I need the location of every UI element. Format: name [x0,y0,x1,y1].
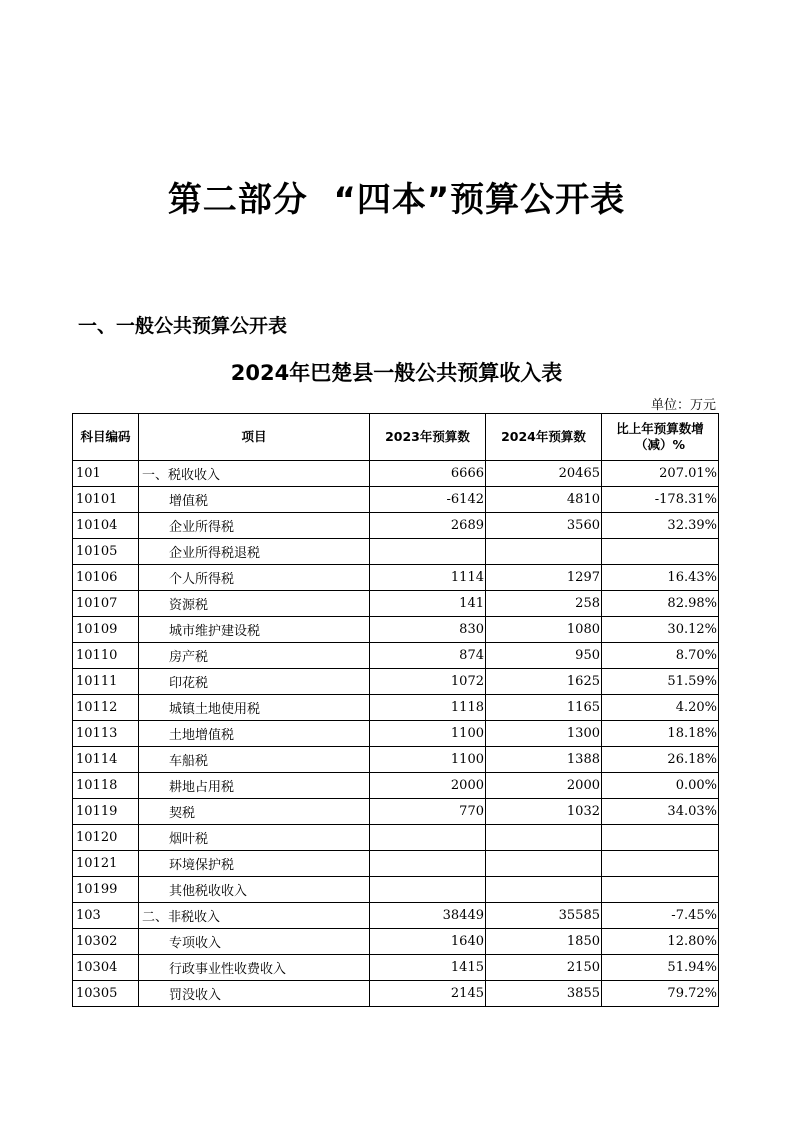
cell-change-percent [602,825,719,851]
cell-2023-budget: 1118 [370,695,486,721]
cell-2023-budget: 874 [370,643,486,669]
cell-code: 10101 [73,487,139,513]
cell-change-percent: 32.39% [602,513,719,539]
table-row [73,903,719,929]
table-row [73,617,719,643]
cell-2024-budget [486,877,602,903]
cell-2024-budget: 1388 [486,747,602,773]
table-row [73,513,719,539]
cell-code: 10106 [73,565,139,591]
header-change-percent: 比上年预算数增（减）% [602,414,719,461]
cell-item: 城镇土地使用税 [139,695,370,721]
cell-2024-budget: 3855 [486,981,602,1007]
cell-code: 10305 [73,981,139,1007]
table-row [73,929,719,955]
cell-code: 10119 [73,799,139,825]
section-heading: 一、一般公共预算公开表 [78,315,288,337]
cell-2024-budget: 1300 [486,721,602,747]
cell-item: 专项收入 [139,929,370,955]
cell-2023-budget: 2000 [370,773,486,799]
cell-item: 环境保护税 [139,851,370,877]
cell-code: 10104 [73,513,139,539]
cell-change-percent: 12.80% [602,929,719,955]
budget-revenue-table [72,413,719,1007]
table-row [73,539,719,565]
table-row [73,955,719,981]
cell-2024-budget: 1625 [486,669,602,695]
cell-code: 10107 [73,591,139,617]
cell-code: 10199 [73,877,139,903]
cell-change-percent: 34.03% [602,799,719,825]
cell-2023-budget: 1114 [370,565,486,591]
header-item: 项目 [139,414,370,461]
cell-item: 耕地占用税 [139,773,370,799]
header-code: 科目编码 [73,414,139,461]
cell-change-percent [602,851,719,877]
cell-item: 土地增值税 [139,721,370,747]
cell-change-percent: 8.70% [602,643,719,669]
cell-code: 10109 [73,617,139,643]
cell-2024-budget: 1080 [486,617,602,643]
cell-item: 罚没收入 [139,981,370,1007]
table-row [73,487,719,513]
cell-2023-budget [370,539,486,565]
cell-2024-budget: 2150 [486,955,602,981]
unit-note: 单位：万元 [650,398,716,413]
cell-2023-budget: 1072 [370,669,486,695]
cell-2024-budget [486,851,602,877]
cell-code: 101 [73,461,139,487]
cell-item: 企业所得税退税 [139,539,370,565]
header-2024-budget: 2024年预算数 [486,414,602,461]
cell-2024-budget: 258 [486,591,602,617]
table-row [73,825,719,851]
cell-code: 10120 [73,825,139,851]
cell-item: 一、税收收入 [139,461,370,487]
cell-2023-budget: -6142 [370,487,486,513]
cell-code: 10118 [73,773,139,799]
cell-2023-budget: 1100 [370,721,486,747]
cell-change-percent [602,877,719,903]
cell-change-percent: 79.72% [602,981,719,1007]
cell-code: 10304 [73,955,139,981]
table-row [73,591,719,617]
table-row [73,643,719,669]
cell-code: 10112 [73,695,139,721]
table-row [73,773,719,799]
cell-2024-budget [486,825,602,851]
cell-change-percent: -178.31% [602,487,719,513]
table-row [73,669,719,695]
cell-2023-budget: 2689 [370,513,486,539]
cell-item: 车船税 [139,747,370,773]
cell-2023-budget: 1640 [370,929,486,955]
cell-2024-budget: 1850 [486,929,602,955]
cell-item: 个人所得税 [139,565,370,591]
table-body [73,461,719,1007]
cell-code: 10121 [73,851,139,877]
cell-2023-budget [370,877,486,903]
cell-2023-budget: 1100 [370,747,486,773]
cell-2024-budget: 20465 [486,461,602,487]
table-row [73,877,719,903]
cell-item: 企业所得税 [139,513,370,539]
table-row [73,799,719,825]
cell-change-percent: 51.94% [602,955,719,981]
cell-2024-budget: 1297 [486,565,602,591]
cell-item: 印花税 [139,669,370,695]
cell-change-percent: 207.01% [602,461,719,487]
table-row [73,695,719,721]
cell-item: 增值税 [139,487,370,513]
cell-2024-budget [486,539,602,565]
cell-2023-budget: 38449 [370,903,486,929]
cell-item: 契税 [139,799,370,825]
table-row [73,461,719,487]
cell-code: 10113 [73,721,139,747]
cell-change-percent: 18.18% [602,721,719,747]
cell-change-percent: 26.18% [602,747,719,773]
cell-item: 二、非税收入 [139,903,370,929]
cell-change-percent: 82.98% [602,591,719,617]
cell-code: 10302 [73,929,139,955]
cell-change-percent: 0.00% [602,773,719,799]
cell-change-percent: -7.45% [602,903,719,929]
cell-2023-budget: 2145 [370,981,486,1007]
table-row [73,981,719,1007]
cell-item: 烟叶税 [139,825,370,851]
page-title: 第二部分 “四本”预算公开表 [167,180,626,220]
cell-code: 10105 [73,539,139,565]
cell-item: 行政事业性收费收入 [139,955,370,981]
cell-2023-budget [370,851,486,877]
cell-2023-budget: 141 [370,591,486,617]
cell-2024-budget: 2000 [486,773,602,799]
cell-2024-budget: 1032 [486,799,602,825]
cell-2023-budget: 6666 [370,461,486,487]
table-row [73,851,719,877]
table-row [73,565,719,591]
cell-change-percent: 51.59% [602,669,719,695]
cell-2023-budget: 830 [370,617,486,643]
cell-change-percent: 30.12% [602,617,719,643]
cell-2023-budget [370,825,486,851]
table-row [73,721,719,747]
cell-change-percent: 4.20% [602,695,719,721]
cell-2023-budget: 770 [370,799,486,825]
cell-code: 10110 [73,643,139,669]
table-row [73,747,719,773]
cell-change-percent [602,539,719,565]
table-header-row [73,414,719,461]
header-2023-budget: 2023年预算数 [370,414,486,461]
cell-item: 城市维护建设税 [139,617,370,643]
cell-2024-budget: 1165 [486,695,602,721]
cell-item: 资源税 [139,591,370,617]
cell-item: 其他税收收入 [139,877,370,903]
cell-change-percent: 16.43% [602,565,719,591]
cell-code: 103 [73,903,139,929]
cell-code: 10111 [73,669,139,695]
cell-2024-budget: 950 [486,643,602,669]
cell-2024-budget: 3560 [486,513,602,539]
table-title: 2024年巴楚县一般公共预算收入表 [230,361,563,385]
cell-2024-budget: 35585 [486,903,602,929]
cell-2024-budget: 4810 [486,487,602,513]
cell-item: 房产税 [139,643,370,669]
cell-code: 10114 [73,747,139,773]
cell-2023-budget: 1415 [370,955,486,981]
